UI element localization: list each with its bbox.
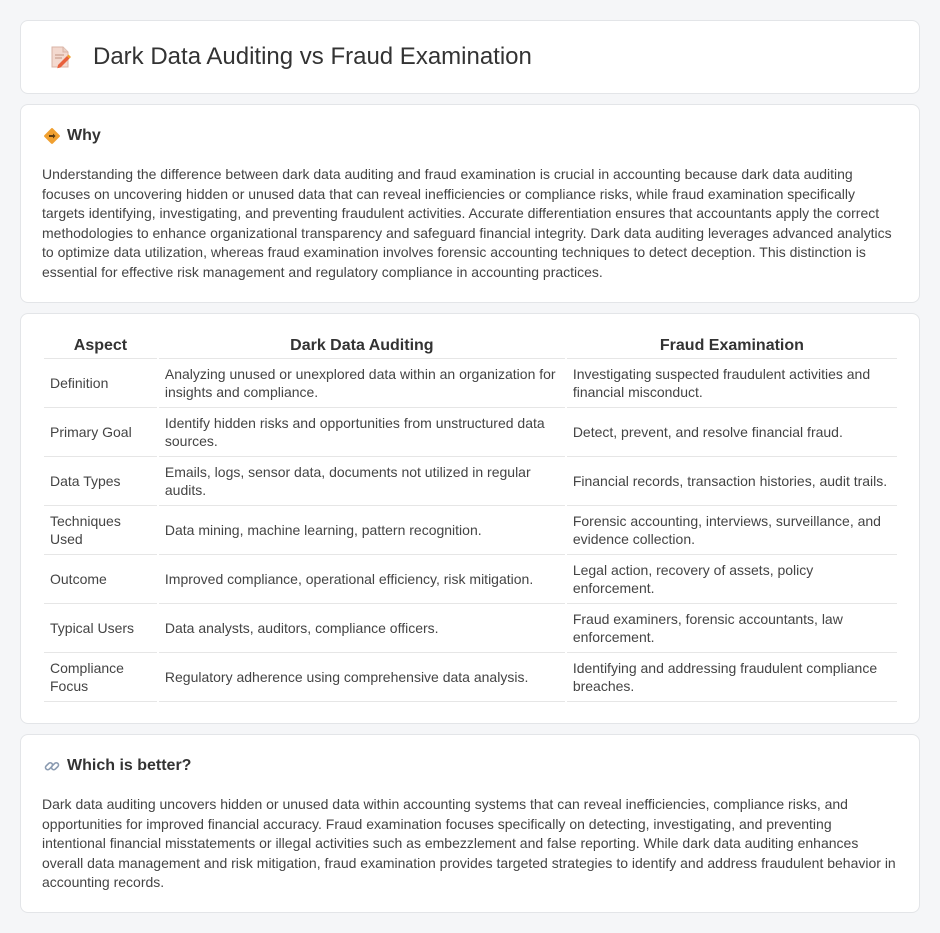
why-title: Why <box>67 127 101 144</box>
fraud-cell: Investigating suspected fraudulent activities and financial misconduct. <box>567 359 897 408</box>
aspect-cell: Data Types <box>44 457 157 506</box>
table-row <box>44 653 897 702</box>
fraud-cell: Legal action, recovery of assets, policy enforcement. <box>567 555 897 604</box>
comparison-table <box>42 334 899 702</box>
aspect-cell: Typical Users <box>44 604 157 653</box>
table-row <box>44 604 897 653</box>
header-aspect: Aspect <box>44 334 157 359</box>
table-row <box>44 359 897 408</box>
aspect-cell: Compliance Focus <box>44 653 157 702</box>
why-card <box>20 104 920 303</box>
aspect-cell: Outcome <box>44 555 157 604</box>
better-text: Dark data auditing uncovers hidden or unused data within accounting systems that can reveal inefficiencies, compliance risks, and opportunities for improved financial accuracy. Fraud examination focuses specifically on detecting, investigating, and preventing intentional financial misstatements or illegal activities such as embezzlement and false reporting. While dark data auditing enhances overall data management and risk mitigation, fraud examination provides targeted strategies to identify and address fraudulent behavior in accounting records. <box>42 796 896 890</box>
dark-data-cell: Regulatory adherence using comprehensive data analysis. <box>159 653 565 702</box>
dark-data-cell: Data mining, machine learning, pattern recognition. <box>159 506 565 555</box>
better-title: Which is better? <box>67 757 192 774</box>
fraud-cell: Identifying and addressing fraudulent compliance breaches. <box>567 653 897 702</box>
document-pencil-icon <box>47 44 73 70</box>
title-card <box>20 20 920 94</box>
aspect-cell: Primary Goal <box>44 408 157 457</box>
table-row <box>44 506 897 555</box>
fraud-cell: Forensic accounting, interviews, surveillance, and evidence collection. <box>567 506 897 555</box>
dark-data-cell: Analyzing unused or unexplored data within an organization for insights and compliance. <box>159 359 565 408</box>
header-dark-data-auditing: Dark Data Auditing <box>159 334 565 359</box>
dark-data-cell: Data analysts, auditors, compliance officers. <box>159 604 565 653</box>
fraud-cell: Financial records, transaction histories, audit trails. <box>567 457 897 506</box>
aspect-cell: Techniques Used <box>44 506 157 555</box>
aspect-cell: Definition <box>44 359 157 408</box>
table-row <box>44 457 897 506</box>
table-header-row <box>44 334 897 359</box>
header-fraud-examination: Fraud Examination <box>567 334 897 359</box>
dark-data-cell: Identify hidden risks and opportunities from unstructured data sources. <box>159 408 565 457</box>
page-title: Dark Data Auditing vs Fraud Examination <box>93 43 532 70</box>
why-text: Understanding the difference between dark data auditing and fraud examination is crucial in accounting because dark data auditing focuses on uncovering hidden or unused data that can reveal inefficiencies or compliance risks, while fraud examination specifically targets identifying, investigating, and preventing fraudulent activities. Accurate differentiation ensures that accountants apply the correct methodologies to enhance organizational transparency and safeguard financial integrity. Dark data auditing leverages advanced analytics to optimize data utilization, whereas fraud examination involves forensic accounting techniques to detect deception. This distinction is essential for effective risk management and regulatory compliance in accounting practices. <box>42 166 892 280</box>
fraud-cell: Fraud examiners, forensic accountants, law enforcement. <box>567 604 897 653</box>
link-icon <box>43 757 61 775</box>
why-header <box>43 127 101 145</box>
dark-data-cell: Emails, logs, sensor data, documents not utilized in regular audits. <box>159 457 565 506</box>
comparison-card <box>20 313 920 724</box>
table-row <box>44 555 897 604</box>
table-row <box>44 408 897 457</box>
dark-data-cell: Improved compliance, operational efficiency, risk mitigation. <box>159 555 565 604</box>
better-card <box>20 734 920 913</box>
better-header <box>43 757 191 775</box>
diamond-directions-icon <box>43 127 61 145</box>
fraud-cell: Detect, prevent, and resolve financial fraud. <box>567 408 897 457</box>
